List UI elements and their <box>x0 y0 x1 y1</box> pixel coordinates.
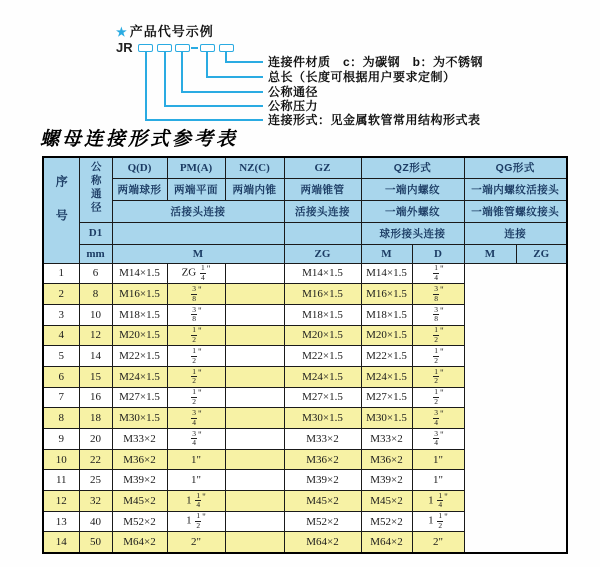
cell-qz-m <box>225 366 284 387</box>
fraction: $\frac{1}{2}$ <box>192 387 197 406</box>
cell-qg-zg: 1 $\frac{1}{2}$ " <box>412 511 464 532</box>
cell-nominal-diameter: 14 <box>79 346 112 367</box>
cell-nominal-diameter: 22 <box>79 449 112 470</box>
cell-qz-d: M33×2 <box>284 429 361 450</box>
cell-qg-zg: $\frac{3}{8}$ " <box>412 284 464 305</box>
cell-qg-m: M18×1.5 <box>361 304 412 325</box>
cell-qz-m <box>225 491 284 512</box>
header-pm-code: PM(A) <box>167 157 225 178</box>
table-row <box>43 387 567 408</box>
cell-qg-m: M64×2 <box>361 532 412 553</box>
cell-qz-m <box>225 304 284 325</box>
cell-qz-m <box>225 346 284 367</box>
fraction: $\frac{1}{2}$ <box>192 366 197 386</box>
code-box-3 <box>175 44 190 52</box>
cell-qg-m: M30×1.5 <box>361 408 412 429</box>
cell-qz-m <box>225 532 284 553</box>
callout-label-pressure: 公称压力 <box>268 99 319 113</box>
cell-qz-m <box>225 263 284 284</box>
cell-gz-zg: $\frac{3}{4}$ " <box>167 408 225 429</box>
callout-label-length: 总长（长度可根据用户要求定制） <box>268 70 456 84</box>
nut-connection-reference-table <box>42 156 568 554</box>
cell-qg-m: M39×2 <box>361 470 412 491</box>
cell-qz-d: M16×1.5 <box>284 284 361 305</box>
cell-nominal-diameter: 25 <box>79 470 112 491</box>
header-gz-code: GZ <box>284 157 361 178</box>
cell-qg-m: M24×1.5 <box>361 366 412 387</box>
cell-gz-zg: $\frac{1}{2}$ " <box>167 366 225 387</box>
fraction: $\frac{3}{8}$ <box>192 304 197 324</box>
header-nominal-diameter: 公称通径 <box>79 157 112 222</box>
header-qz-d-unit: D <box>412 244 464 263</box>
cell-nominal-diameter: 20 <box>79 429 112 450</box>
cell-m-thread: M16×1.5 <box>112 284 167 305</box>
cell-qz-d: M18×1.5 <box>284 304 361 325</box>
cell-qg-m: M45×2 <box>361 491 412 512</box>
header-nz-desc: 两端内锥 <box>225 178 284 200</box>
cell-seq: 13 <box>43 511 79 532</box>
code-box-2 <box>157 44 172 52</box>
callout-line-pressure <box>164 105 263 107</box>
cell-gz-zg: 1" <box>167 449 225 470</box>
cell-m-thread: M39×2 <box>112 470 167 491</box>
cell-qz-d: M45×2 <box>284 491 361 512</box>
callout-line-length <box>206 52 208 77</box>
cell-m-thread: M27×1.5 <box>112 387 167 408</box>
callout-line-diameter <box>181 91 263 93</box>
header-qz-m-unit: M <box>361 244 412 263</box>
cell-qz-d: M39×2 <box>284 470 361 491</box>
cell-seq: 10 <box>43 449 79 470</box>
header-qz-ball-joint-connection: 球形接头连接 <box>361 222 464 244</box>
cell-gz-zg: $\frac{3}{8}$ " <box>167 304 225 325</box>
fraction: $\frac{3}{4}$ <box>192 408 197 427</box>
cell-qg-zg: $\frac{1}{2}$ " <box>412 325 464 346</box>
cell-nominal-diameter: 32 <box>79 491 112 512</box>
cell-qg-m: M22×1.5 <box>361 346 412 367</box>
cell-qg-m: M27×1.5 <box>361 387 412 408</box>
cell-m-thread: M64×2 <box>112 532 167 553</box>
table-row <box>43 532 567 553</box>
cell-seq: 4 <box>43 325 79 346</box>
cell-qg-zg: $\frac{3}{4}$ " <box>412 408 464 429</box>
fraction: $\frac{1}{2}$ <box>434 387 439 406</box>
cell-nominal-diameter: 40 <box>79 511 112 532</box>
table-row <box>43 366 567 387</box>
cell-qg-m: M14×1.5 <box>361 263 412 284</box>
cell-nominal-diameter: 15 <box>79 366 112 387</box>
cell-gz-zg: 1 $\frac{1}{2}$ " <box>167 511 225 532</box>
header-pm-desc: 两端平面 <box>167 178 225 200</box>
cell-qz-m <box>225 429 284 450</box>
cell-qz-m <box>225 449 284 470</box>
cell-qg-zg: 1" <box>412 449 464 470</box>
cell-seq: 6 <box>43 366 79 387</box>
cell-gz-zg: $\frac{1}{2}$ " <box>167 387 225 408</box>
cell-qg-zg: $\frac{1}{4}$ " <box>412 263 464 284</box>
cell-m-thread: M18×1.5 <box>112 304 167 325</box>
cell-nominal-diameter: 18 <box>79 408 112 429</box>
code-dash <box>191 47 198 49</box>
header-blank-qpmnz <box>112 222 284 244</box>
cell-qz-d: M36×2 <box>284 449 361 470</box>
cell-qz-d: M22×1.5 <box>284 346 361 367</box>
cell-nominal-diameter: 16 <box>79 387 112 408</box>
cell-m-thread: M36×2 <box>112 449 167 470</box>
cell-qz-d: M27×1.5 <box>284 387 361 408</box>
cell-gz-zg: 1 $\frac{1}{4}$ " <box>167 491 225 512</box>
fraction: $\frac{1}{2}$ <box>434 345 439 365</box>
cell-qg-zg: 1 $\frac{1}{4}$ " <box>412 491 464 512</box>
cell-qz-d: M20×1.5 <box>284 325 361 346</box>
code-box-4 <box>200 44 215 52</box>
fraction: $\frac{3}{8}$ <box>434 283 439 303</box>
fraction: $\frac{1}{2}$ <box>438 511 443 531</box>
fraction: $\frac{1}{2}$ <box>434 325 439 344</box>
header-gz-desc: 两端锥管 <box>284 178 361 200</box>
fraction: $\frac{3}{4}$ <box>192 428 197 448</box>
header-m-unit: M <box>112 244 284 263</box>
cell-qg-m: M20×1.5 <box>361 325 412 346</box>
callout-line-connection <box>145 52 147 120</box>
header-qz-desc: 一端内螺纹 <box>361 178 464 200</box>
table-row <box>43 511 567 532</box>
code-box-1 <box>138 44 153 52</box>
fraction: $\frac{1}{4}$ <box>196 490 201 510</box>
header-union-connection: 活接头连接 <box>112 200 284 222</box>
cell-seq: 2 <box>43 284 79 305</box>
fraction: $\frac{1}{4}$ <box>200 263 205 282</box>
cell-qg-m: M16×1.5 <box>361 284 412 305</box>
cell-gz-zg: $\frac{1}{2}$ " <box>167 346 225 367</box>
header-gz-union-connection: 活接头连接 <box>284 200 361 222</box>
fraction: $\frac{3}{4}$ <box>434 408 439 427</box>
cell-nominal-diameter: 12 <box>79 325 112 346</box>
cell-nominal-diameter: 10 <box>79 304 112 325</box>
cell-m-thread: M45×2 <box>112 491 167 512</box>
header-qg-zg-unit: ZG <box>516 244 567 263</box>
cell-qg-zg: 2" <box>412 532 464 553</box>
product-code-example-label: 产品代号示例 <box>129 24 214 39</box>
table-row <box>43 284 567 305</box>
cell-m-thread: M22×1.5 <box>112 346 167 367</box>
cell-qg-zg: 1" <box>412 470 464 491</box>
callout-line-pressure <box>164 52 166 106</box>
header-qg-taper-joint: 一端锥管螺纹接头 <box>464 200 567 222</box>
fraction: $\frac{3}{8}$ <box>434 304 439 324</box>
cell-qz-d: M30×1.5 <box>284 408 361 429</box>
cell-m-thread: M14×1.5 <box>112 263 167 284</box>
cell-qz-d: M14×1.5 <box>284 263 361 284</box>
header-nz-code: NZ(C) <box>225 157 284 178</box>
table-row <box>43 449 567 470</box>
cell-qg-zg: $\frac{1}{2}$ " <box>412 387 464 408</box>
cell-m-thread: M20×1.5 <box>112 325 167 346</box>
cell-qz-d: M52×2 <box>284 511 361 532</box>
header-seq: 序号 <box>43 157 79 263</box>
cell-qz-d: M64×2 <box>284 532 361 553</box>
fraction: $\frac{3}{8}$ <box>192 283 197 303</box>
cell-seq: 14 <box>43 532 79 553</box>
table-row <box>43 491 567 512</box>
callout-line-diameter <box>181 52 183 92</box>
cell-nominal-diameter: 6 <box>79 263 112 284</box>
fraction: $\frac{1}{4}$ <box>438 490 443 510</box>
callout-line-connection <box>145 119 263 121</box>
table-row <box>43 263 567 284</box>
cell-seq: 12 <box>43 491 79 512</box>
cell-qz-m <box>225 470 284 491</box>
cell-m-thread: M24×1.5 <box>112 366 167 387</box>
cell-seq: 8 <box>43 408 79 429</box>
fraction: $\frac{1}{2}$ <box>196 511 201 531</box>
table-row <box>43 470 567 491</box>
cell-gz-zg: $\frac{3}{8}$ " <box>167 284 225 305</box>
table-row <box>43 408 567 429</box>
cell-qg-zg: $\frac{1}{2}$ " <box>412 346 464 367</box>
fraction: $\frac{1}{2}$ <box>192 345 197 365</box>
cell-qg-zg: $\frac{3}{4}$ " <box>412 429 464 450</box>
cell-m-thread: M33×2 <box>112 429 167 450</box>
fraction: $\frac{1}{2}$ <box>434 366 439 386</box>
callout-line-material <box>225 61 263 63</box>
callout-label-connection: 连接形式：见金属软管常用结构形式表 <box>268 113 481 127</box>
table-row <box>43 325 567 346</box>
table-title: 螺母连接形式参考表 <box>40 129 239 150</box>
callout-label-diameter: 公称通径 <box>268 85 319 99</box>
code-box-5 <box>219 44 234 52</box>
cell-qz-d: M24×1.5 <box>284 366 361 387</box>
cell-gz-zg: $\frac{3}{4}$ " <box>167 429 225 450</box>
cell-qz-m <box>225 511 284 532</box>
callout-label-material: 连接件材质 c：为碳钢 b：为不锈钢 <box>268 55 484 69</box>
header-mm: mm <box>79 244 112 263</box>
cell-qz-m <box>225 408 284 429</box>
cell-qg-m: M36×2 <box>361 449 412 470</box>
header-qg-connection: 连接 <box>464 222 567 244</box>
cell-nominal-diameter: 8 <box>79 284 112 305</box>
cell-seq: 5 <box>43 346 79 367</box>
fraction: $\frac{1}{2}$ <box>192 325 197 344</box>
star-icon: ★ <box>116 25 128 39</box>
cell-gz-zg: ZG $\frac{1}{4}$ " <box>167 263 225 284</box>
fraction: $\frac{1}{4}$ <box>434 263 439 282</box>
header-qg-desc: 一端内螺纹活接头 <box>464 178 567 200</box>
cell-qz-m <box>225 325 284 346</box>
cell-m-thread: M30×1.5 <box>112 408 167 429</box>
product-code-prefix: JR <box>116 40 133 55</box>
table-row <box>43 429 567 450</box>
cell-qg-m: M52×2 <box>361 511 412 532</box>
cell-seq: 1 <box>43 263 79 284</box>
cell-gz-zg: 2" <box>167 532 225 553</box>
fraction: $\frac{3}{4}$ <box>434 428 439 448</box>
cell-seq: 3 <box>43 304 79 325</box>
header-gz-unit: ZG <box>284 244 361 263</box>
header-qz-form: QZ形式 <box>361 157 464 178</box>
cell-nominal-diameter: 50 <box>79 532 112 553</box>
cell-seq: 11 <box>43 470 79 491</box>
header-blank-gz <box>284 222 361 244</box>
product-code-example-title <box>116 21 214 40</box>
header-q-desc: 两端球形 <box>112 178 167 200</box>
cell-m-thread: M52×2 <box>112 511 167 532</box>
header-d1: D1 <box>79 222 112 244</box>
header-qg-form: QG形式 <box>464 157 567 178</box>
table-row <box>43 346 567 367</box>
cell-seq: 7 <box>43 387 79 408</box>
cell-qz-m <box>225 284 284 305</box>
header-qz-external-thread: 一端外螺纹 <box>361 200 464 222</box>
table-row <box>43 304 567 325</box>
cell-qg-m: M33×2 <box>361 429 412 450</box>
callout-line-length <box>206 76 263 78</box>
cell-qz-m <box>225 387 284 408</box>
header-q-code: Q(D) <box>112 157 167 178</box>
cell-gz-zg: $\frac{1}{2}$ " <box>167 325 225 346</box>
cell-gz-zg: 1" <box>167 470 225 491</box>
cell-qg-zg: $\frac{3}{8}$ " <box>412 304 464 325</box>
header-qg-m-unit: M <box>464 244 516 263</box>
cell-qg-zg: $\frac{1}{2}$ " <box>412 366 464 387</box>
cell-seq: 9 <box>43 429 79 450</box>
